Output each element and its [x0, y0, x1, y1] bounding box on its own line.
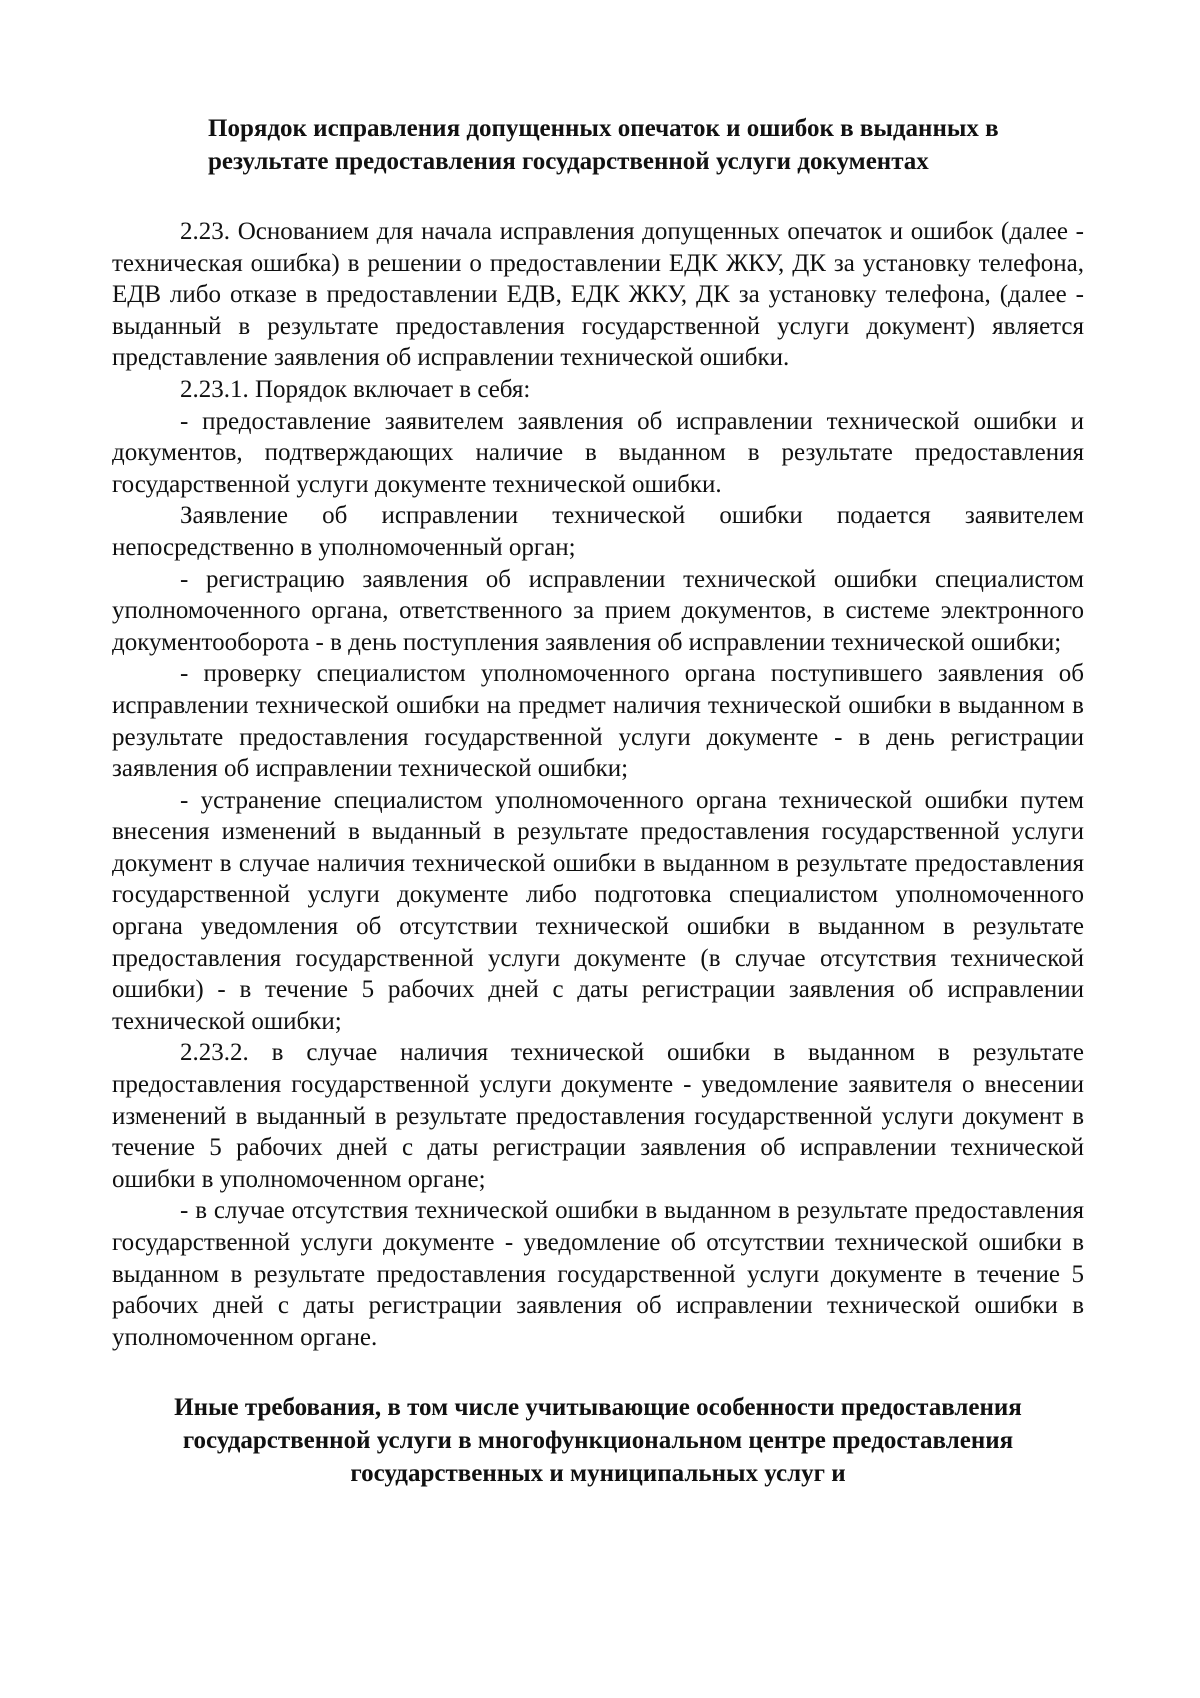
paragraph-2-23-1: 2.23.1. Порядок включает в себя:: [180, 375, 531, 403]
paragraphs-block: [112, 216, 1084, 1353]
section-heading-other-requirements: Иные требования, в том числе учитывающие особенности предоставления государственной услуги в многофункциональном центре предоставления государственных и муниципальных услуг и: [174, 1394, 1022, 1488]
section-heading-corrections: Порядок исправления допущенных опечаток и ошибок в выданных в результате предоставления государственной услуги документах: [208, 115, 999, 175]
paragraph-verification: - проверку специалистом уполномоченного органа поступившего заявления об исправлении технической ошибки на предмет наличия технической ошибки в выданном в результате предоставления государственной услуги документе - в день регистрации заявления об исправлении технической ошибки;: [112, 660, 1084, 783]
paragraph-no-error: - в случае отсутствия технической ошибки в выданном в результате предоставления государственной услуги документе - уведомление об отсутствии технической ошибки в выданном в результате предоставления государственной услуги документе в течение 5 рабочих дней с даты регистрации заявления об исправлении технической ошибки в уполномоченном органе.: [112, 1197, 1084, 1351]
paragraph-2-23: 2.23. Основанием для начала исправления допущенных опечаток и ошибок (далее - техническая ошибка) в решении о предоставлении ЕДК ЖКУ, ДК за установку телефона, ЕДВ либо отказе в предоставлении ЕДВ, ЕДК ЖКУ, ДК за установку телефона, (далее - выданный в результате предоставления государственной услуги документ) является представление заявления об исправлении технической ошибки.: [112, 218, 1084, 372]
document-content: [112, 112, 1084, 1490]
paragraph-2-23-2: 2.23.2. в случае наличия технической ошибки в выданном в результате предоставления государственной услуги документе - уведомление заявителя о внесении изменений в выданный в результате предоставления государственной услуги документ в течение 5 рабочих дней с даты регистрации заявления об исправлении технической ошибки в уполномоченном органе;: [112, 1039, 1084, 1193]
paragraph-application-filed: Заявление об исправлении технической ошибки подается заявителем непосредственно в уполномоченный орган;: [112, 502, 1084, 561]
paragraph-elimination: - устранение специалистом уполномоченного органа технической ошибки путем внесения изменений в выданный в результате предоставления государственной услуги документ в случае наличия технической ошибки в выданном в результате предоставления государственной услуги документе либо подготовка специалистом уполномоченного органа уведомления об отсутствии технической ошибки в выданном в результате предоставления государственной услуги документе (в случае отсутствия технической ошибки) - в течение 5 рабочих дней с даты регистрации заявления об исправлении технической ошибки;: [112, 786, 1084, 1035]
paragraph-submission: - предоставление заявителем заявления об исправлении технической ошибки и документов, подтверждающих наличие в выданном в результате предоставления государственной услуги документе технической ошибки.: [112, 407, 1084, 498]
paragraph-registration: - регистрацию заявления об исправлении технической ошибки специалистом уполномоченного органа, ответственного за прием документов, в системе электронного документооборота - в день поступления заявления об исправлении технической ошибки;: [112, 565, 1084, 656]
